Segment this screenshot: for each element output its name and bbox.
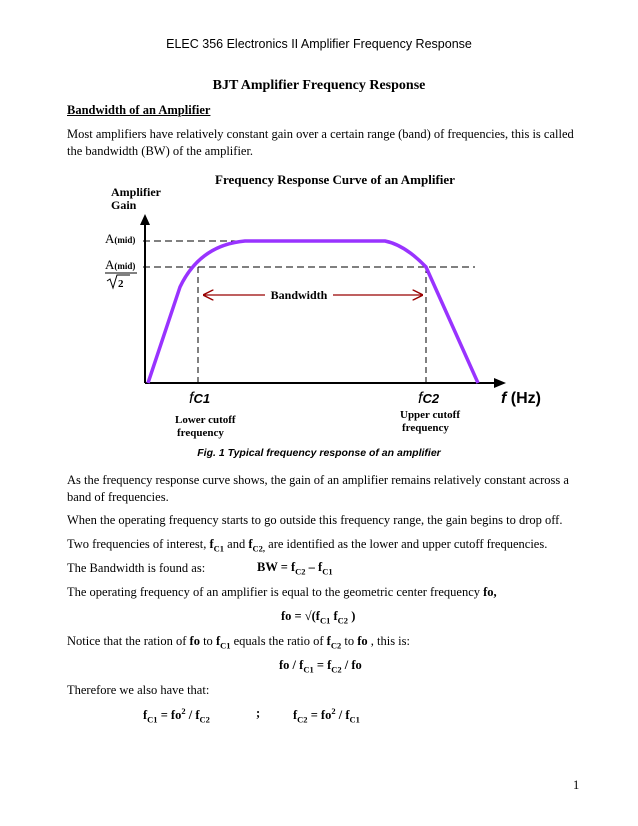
fc1-label: fC1 — [189, 390, 211, 407]
intro-paragraph: Most amplifiers have relatively constant gain over a certain range (band) of frequencies, this is called the bandwidth (BW) of the amplifier. — [67, 127, 574, 158]
x-axis-arrowhead — [494, 378, 506, 388]
figure-caption: Fig. 1 Typical frequency response of an amplifier — [197, 447, 441, 459]
amid-label: A(mid) — [105, 231, 136, 246]
y-axis-arrowhead — [140, 214, 150, 225]
bandwidth-equation: BW = $f_{C2} - f_{C1}$ — [257, 560, 333, 577]
figure-title: Frequency Response Curve of an Amplifier — [215, 172, 455, 187]
equation-separator: ; — [256, 706, 261, 720]
center-frequency-equation: fo = $√(f_{C1}$ $f_{C2}$ ) — [281, 609, 356, 626]
upper-cutoff-label-line1: Upper cutoff — [400, 409, 460, 421]
paragraph-therefore: Therefore we also have that: — [67, 683, 210, 697]
frequency-response-figure — [0, 165, 638, 445]
page-number: 1 — [573, 778, 580, 792]
amid-sqrt2-label: A(mid) — [105, 257, 136, 272]
y-axis-label-line1: Amplifier — [111, 185, 161, 199]
fc2-label: fC2 — [418, 390, 440, 407]
ratio-equation: fo / $f_{C1} = f_{C2}$ / fo — [279, 658, 362, 675]
upper-cutoff-label-line2: frequency — [402, 422, 449, 434]
paragraph-bandwidth-formula: The Bandwidth is found as: — [67, 561, 206, 575]
page-header: ELEC 356 Electronics II Amplifier Frequency Response — [166, 37, 472, 51]
paragraph-gain-constant: As the frequency response curve shows, the gain of an amplifier remains relatively constant across a band of frequencies. — [67, 473, 569, 504]
paragraph-ratio: Notice that the ration of fo to $f_{C1}$ equals the ratio of $f_{C2}$ to fo , this is: — [67, 634, 410, 651]
fc2-equation: $f_{C2} = fo^2 / f_{C1}$ — [293, 706, 360, 725]
y-axis-label-line2: Gain — [111, 198, 137, 212]
lower-cutoff-label-line2: frequency — [177, 427, 224, 439]
paragraph-cutoff-frequencies: Two frequencies of interest, $f_{C1}$ and $f_{C2,}$ are identified as the lower and upper cutoff frequencies. — [67, 537, 548, 554]
section-heading: Bandwidth of an Amplifier — [67, 103, 211, 117]
bandwidth-label: Bandwidth — [270, 288, 328, 302]
paragraph-center-frequency: The operating frequency of an amplifier is equal to the geometric center frequency fo, — [67, 585, 497, 599]
frequency-axis-label: f (Hz) — [501, 390, 541, 407]
paragraph-gain-drop: When the operating frequency starts to go outside this frequency range, the gain begins to drop off. — [67, 513, 563, 527]
page-title: BJT Amplifier Frequency Response — [212, 78, 426, 93]
sqrt-2-label: 2 — [118, 278, 124, 290]
lower-cutoff-label-line1: Lower cutoff — [175, 414, 236, 426]
fc1-equation: $f_{C1} = fo^2 / f_{C2}$ — [143, 706, 210, 725]
